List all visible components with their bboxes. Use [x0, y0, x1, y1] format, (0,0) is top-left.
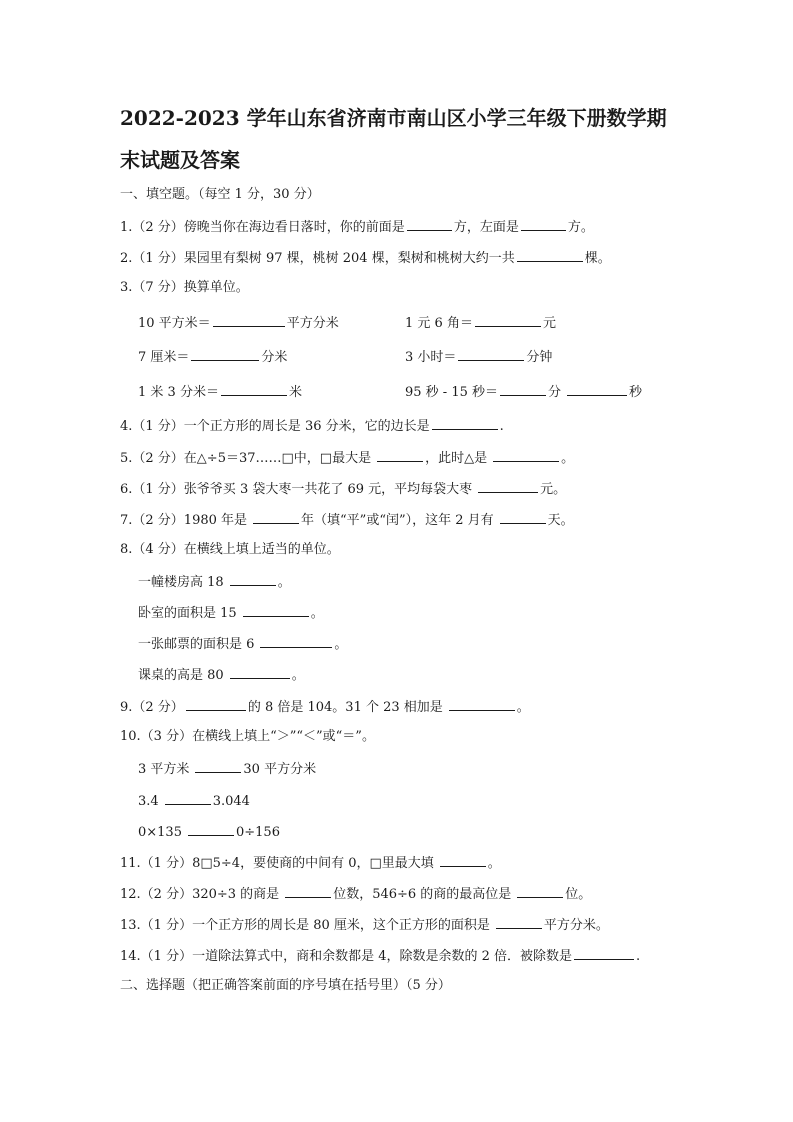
unit-fill-end: 。 [310, 606, 324, 621]
answer-blank[interactable] [500, 382, 546, 396]
unit-fill-line-3 [138, 634, 347, 654]
compare-right: 0÷156 [235, 825, 280, 840]
question-7-text-c: 天。 [547, 513, 574, 528]
answer-blank[interactable] [407, 217, 452, 231]
answer-blank[interactable] [253, 510, 299, 524]
unit-fill-line-2 [138, 603, 324, 623]
conversion-row-3-right [405, 382, 642, 402]
answer-blank[interactable] [377, 448, 423, 462]
compare-left: 3 平方米 [138, 762, 190, 777]
answer-blank[interactable] [221, 382, 287, 396]
conversion-text: 7 厘米＝ [138, 350, 190, 365]
unit-fill-text: 课桌的高是 80 [138, 668, 224, 683]
answer-blank[interactable] [500, 510, 546, 524]
exam-title-line-2: 末试题及答案 [120, 148, 240, 172]
compare-right: 30 平方分米 [243, 762, 317, 777]
answer-blank[interactable] [188, 822, 234, 836]
conversion-unit: 分 [548, 385, 562, 400]
question-13-text-a: 13.（1 分）一个正方形的周长是 80 厘米，这个正方形的面积是 [120, 918, 490, 933]
answer-blank[interactable] [574, 946, 634, 960]
question-1 [120, 217, 594, 237]
answer-blank[interactable] [243, 603, 309, 617]
answer-blank[interactable] [191, 347, 259, 361]
question-8-heading: 8.（4 分）在横线上填上适当的单位。 [120, 542, 340, 557]
question-5 [120, 448, 574, 468]
question-14 [120, 946, 640, 966]
question-12-text-c: 位。 [565, 887, 592, 902]
question-14-text-a: 14.（1 分）一道除法算式中，商和余数都是 4，除数是余数的 2 倍．被除数是 [120, 949, 573, 964]
conversion-row-2-left [138, 347, 287, 367]
answer-blank[interactable] [493, 448, 559, 462]
question-4-text-a: 4.（1 分）一个正方形的周长是 36 分米，它的边长是 [120, 419, 430, 434]
answer-blank[interactable] [230, 572, 276, 586]
conversion-row-2-right [405, 347, 552, 367]
section-1-heading: 一、填空题。（每空 1 分，30 分） [120, 187, 320, 202]
question-4-text-b: . [499, 419, 504, 434]
unit-fill-text: 一幢楼房高 18 [138, 575, 224, 590]
unit-fill-line-1 [138, 572, 291, 592]
answer-blank[interactable] [260, 634, 332, 648]
section-2-heading: 二、选择题（把正确答案前面的序号填在括号里）（5 分） [120, 978, 451, 993]
answer-blank[interactable] [432, 416, 498, 430]
conversion-unit: 平方分米 [286, 316, 339, 331]
question-11-text-b: 。 [487, 856, 501, 871]
unit-fill-line-4 [138, 665, 305, 685]
question-6 [120, 479, 566, 499]
unit-fill-end: 。 [291, 668, 305, 683]
question-5-text-c: 。 [561, 451, 575, 466]
answer-blank[interactable] [475, 313, 541, 327]
conversion-unit: 分米 [261, 350, 288, 365]
question-14-text-b: . [636, 949, 641, 964]
compare-left: 0×135 [138, 825, 182, 840]
question-11-text-a: 11.（1 分）8□5÷4，要使商的中间有 0，□里最大填 [120, 856, 434, 871]
question-7 [120, 510, 574, 530]
conversion-text: 95 秒 - 15 秒＝ [405, 385, 499, 400]
question-7-text-b: 年（填“平”或“闰”），这年 2 月有 [301, 513, 494, 528]
question-9-text-a: 9.（2 分） [120, 700, 184, 715]
answer-blank[interactable] [478, 479, 538, 493]
compare-left: 3.4 [138, 794, 159, 809]
answer-blank[interactable] [186, 697, 246, 711]
question-5-text-b: ，此时△是 [425, 451, 488, 466]
question-2-text-b: 棵。 [584, 251, 611, 266]
question-13 [120, 915, 609, 935]
compare-line-3 [138, 822, 280, 842]
question-12-text-a: 12.（2 分）320÷3 的商是 [120, 887, 280, 902]
conversion-unit: 元 [542, 316, 556, 331]
question-12 [120, 884, 591, 904]
answer-blank[interactable] [567, 382, 627, 396]
answer-blank[interactable] [449, 697, 515, 711]
answer-blank[interactable] [517, 884, 563, 898]
unit-fill-end: 。 [277, 575, 291, 590]
answer-blank[interactable] [195, 759, 241, 773]
question-2 [120, 248, 611, 268]
question-3-heading: 3.（7 分）换算单位。 [120, 280, 249, 295]
question-1-text-a: 1.（2 分）傍晚当你在海边看日落时，你的前面是 [120, 220, 405, 235]
question-1-text-c: 方。 [567, 220, 594, 235]
question-9-text-b: 的 8 倍是 104。31 个 23 相加是 [247, 700, 443, 715]
question-12-text-b: 位数，546÷6 的商的最高位是 [333, 887, 512, 902]
conversion-row-3-left [138, 382, 302, 402]
question-9-text-c: 。 [516, 700, 530, 715]
conversion-unit: 分钟 [526, 350, 553, 365]
conversion-text: 1 米 3 分米＝ [138, 385, 219, 400]
conversion-unit: 秒 [629, 385, 643, 400]
answer-blank[interactable] [517, 248, 583, 262]
answer-blank[interactable] [285, 884, 331, 898]
conversion-row-1-right [405, 313, 556, 333]
question-13-text-b: 平方分米。 [543, 918, 609, 933]
question-9 [120, 697, 530, 717]
question-1-text-b: 方，左面是 [453, 220, 519, 235]
question-6-text-a: 6.（1 分）张爷爷买 3 袋大枣一共花了 69 元，平均每袋大枣 [120, 482, 473, 497]
answer-blank[interactable] [230, 665, 290, 679]
answer-blank[interactable] [458, 347, 524, 361]
answer-blank[interactable] [496, 915, 542, 929]
question-2-text-a: 2.（1 分）果园里有梨树 97 棵，桃树 204 棵，梨树和桃树大约一共 [120, 251, 515, 266]
answer-blank[interactable] [213, 313, 285, 327]
compare-right: 3.044 [212, 794, 250, 809]
compare-line-2 [138, 791, 250, 811]
question-11 [120, 853, 501, 873]
answer-blank[interactable] [440, 853, 486, 867]
question-4 [120, 416, 504, 436]
compare-line-1 [138, 759, 316, 779]
answer-blank[interactable] [521, 217, 566, 231]
conversion-unit: 米 [288, 385, 302, 400]
question-7-text-a: 7.（2 分）1980 年是 [120, 513, 248, 528]
conversion-row-1-left [138, 313, 339, 333]
conversion-text: 3 小时＝ [405, 350, 457, 365]
unit-fill-text: 卧室的面积是 15 [138, 606, 237, 621]
unit-fill-text: 一张邮票的面积是 6 [138, 637, 255, 652]
conversion-text: 10 平方米＝ [138, 316, 211, 331]
answer-blank[interactable] [165, 791, 211, 805]
exam-title-line-1: 2022-2023 学年山东省济南市南山区小学三年级下册数学期 [120, 106, 667, 130]
question-5-text-a: 5.（2 分）在△÷5＝37……□中，□最大是 [120, 451, 372, 466]
question-10-heading: 10.（3 分）在横线上填上“＞”“＜”或“＝”。 [120, 729, 375, 744]
question-6-text-b: 元。 [540, 482, 567, 497]
conversion-text: 1 元 6 角＝ [405, 316, 473, 331]
unit-fill-end: 。 [334, 637, 348, 652]
